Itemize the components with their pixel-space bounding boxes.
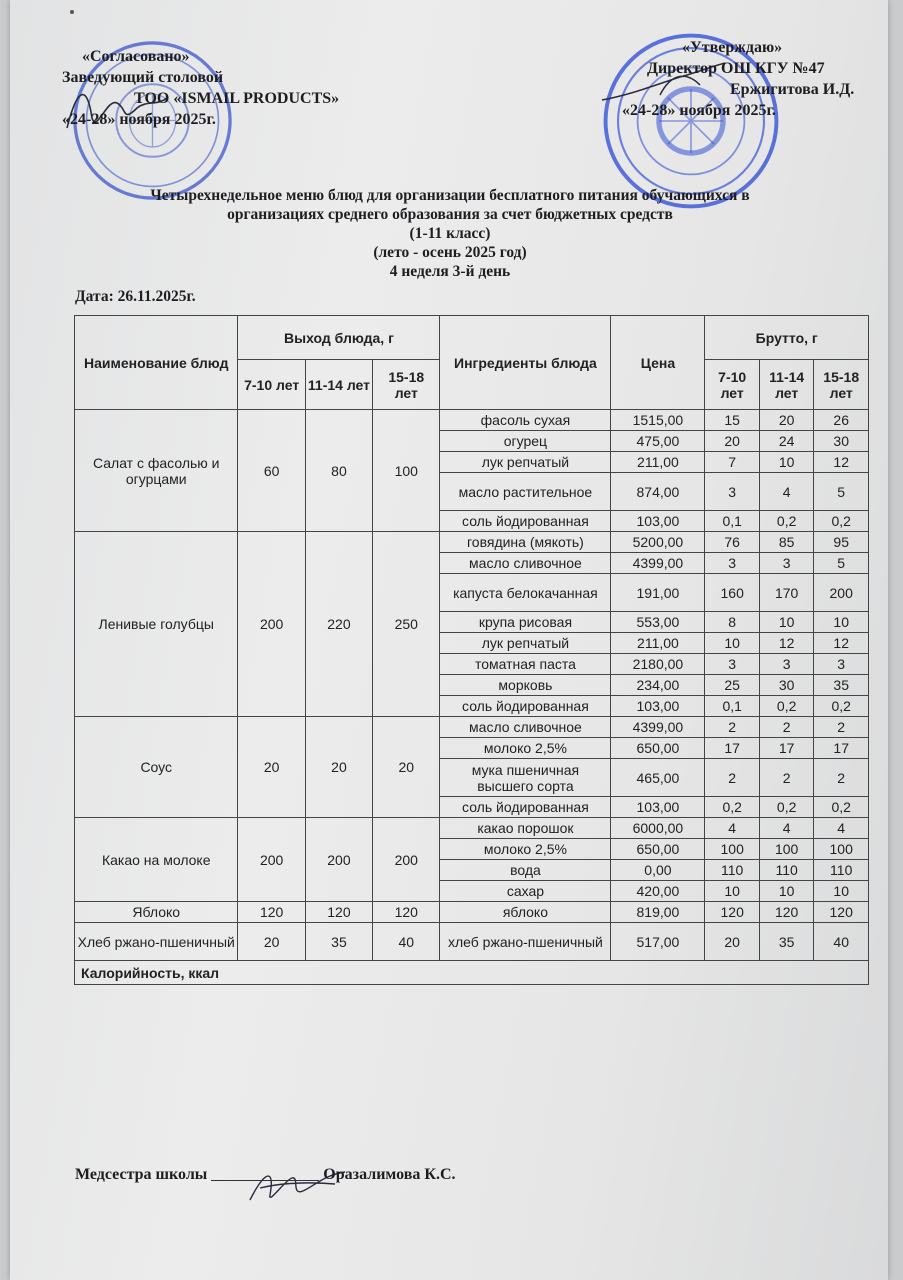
ingredient-name: хлеб ржано-пшеничный xyxy=(440,923,611,961)
ingredient-name: масло сливочное xyxy=(440,717,611,738)
brutto-15-18: 4 xyxy=(814,818,869,839)
brutto-7-10: 100 xyxy=(705,839,759,860)
brutto-7-10: 120 xyxy=(705,902,759,923)
document-title xyxy=(70,186,830,281)
confirmation-block xyxy=(622,37,854,121)
dish-name: Соус xyxy=(75,717,238,818)
confirmation-heading: «Утверждаю» xyxy=(682,39,783,56)
brutto-7-10: 3 xyxy=(705,473,759,511)
brutto-11-14: 10 xyxy=(759,881,813,902)
dish-output: 40 xyxy=(373,923,440,961)
brutto-7-10: 15 xyxy=(705,410,759,431)
ingredient-price: 1515,00 xyxy=(611,410,705,431)
brutto-11-14: 120 xyxy=(759,902,813,923)
brutto-15-18: 17 xyxy=(814,738,869,759)
header-age-15-18: 15-18 лет xyxy=(373,360,440,410)
brutto-7-10: 10 xyxy=(705,881,759,902)
ingredient-price: 103,00 xyxy=(611,511,705,532)
document-page xyxy=(10,0,888,1280)
title-line: (лето - осень 2025 год) xyxy=(373,244,527,261)
ingredient-name: молоко 2,5% xyxy=(440,839,611,860)
dish-output: 200 xyxy=(238,818,305,902)
approval-date: «24-28» ноября 2025г. xyxy=(62,111,216,128)
title-line: 4 неделя 3-й день xyxy=(389,263,511,280)
ingredient-name: капуста белокачанная xyxy=(440,574,611,612)
ingredient-name: масло растительное xyxy=(440,473,611,511)
ingredient-price: 874,00 xyxy=(611,473,705,511)
ingredient-price: 420,00 xyxy=(611,881,705,902)
header-price: Цена xyxy=(611,316,705,410)
brutto-11-14: 4 xyxy=(759,818,813,839)
brutto-15-18: 120 xyxy=(814,902,869,923)
dish-name: Салат с фасолью и огурцами xyxy=(75,410,238,532)
dish-name: Яблоко xyxy=(75,902,238,923)
dish-name: Ленивые голубцы xyxy=(75,532,238,717)
ingredient-price: 191,00 xyxy=(611,574,705,612)
ingredient-name: сахар xyxy=(440,881,611,902)
header-output: Выход блюда, г xyxy=(238,316,440,360)
ingredient-price: 211,00 xyxy=(611,452,705,473)
brutto-15-18: 3 xyxy=(814,654,869,675)
table-row xyxy=(75,717,869,738)
ingredient-name: молоко 2,5% xyxy=(440,738,611,759)
brutto-7-10: 25 xyxy=(705,675,759,696)
brutto-15-18: 0,2 xyxy=(814,797,869,818)
approval-position: Заведующий столовой xyxy=(62,69,224,86)
dish-output: 220 xyxy=(305,532,372,717)
brutto-11-14: 20 xyxy=(759,410,813,431)
dish-output: 20 xyxy=(305,717,372,818)
dish-output: 80 xyxy=(305,410,372,532)
ingredient-price: 103,00 xyxy=(611,696,705,717)
title-line: организациях среднего образования за счет бюджетных средств xyxy=(227,206,673,223)
brutto-15-18: 2 xyxy=(814,759,869,797)
title-line: Четырехнедельное меню блюд для организации бесплатного питания обучающихся в xyxy=(150,187,750,204)
brutto-15-18: 12 xyxy=(814,452,869,473)
ingredient-price: 465,00 xyxy=(611,759,705,797)
brutto-11-14: 2 xyxy=(759,717,813,738)
dish-output: 60 xyxy=(238,410,305,532)
dish-output: 20 xyxy=(238,717,305,818)
brutto-11-14: 0,2 xyxy=(759,696,813,717)
ingredient-name: фасоль сухая xyxy=(440,410,611,431)
ingredient-name: мука пшеничная высшего сорта xyxy=(440,759,611,797)
ingredient-name: морковь xyxy=(440,675,611,696)
nurse-label: Медсестра школы xyxy=(75,1166,208,1183)
ingredient-name: яблоко xyxy=(440,902,611,923)
header-age-11-14: 11-14 лет xyxy=(759,360,813,410)
table-row xyxy=(75,532,869,553)
dish-output: 200 xyxy=(373,818,440,902)
confirmation-date: «24-28» ноября 2025г. xyxy=(622,102,776,119)
brutto-15-18: 30 xyxy=(814,431,869,452)
ingredient-name: лук репчатый xyxy=(440,633,611,654)
dish-output: 120 xyxy=(238,902,305,923)
title-line: (1-11 класс) xyxy=(409,225,491,242)
approval-block xyxy=(62,46,339,130)
brutto-7-10: 160 xyxy=(705,574,759,612)
dish-output: 200 xyxy=(305,818,372,902)
ingredient-price: 234,00 xyxy=(611,675,705,696)
ingredient-price: 650,00 xyxy=(611,738,705,759)
ingredient-price: 4399,00 xyxy=(611,553,705,574)
ingredient-name: лук репчатый xyxy=(440,452,611,473)
brutto-7-10: 7 xyxy=(705,452,759,473)
brutto-11-14: 85 xyxy=(759,532,813,553)
ingredient-name: соль йодированная xyxy=(440,511,611,532)
ingredient-name: соль йодированная xyxy=(440,696,611,717)
brutto-11-14: 4 xyxy=(759,473,813,511)
ingredient-name: огурец xyxy=(440,431,611,452)
header-age-15-18: 15-18 лет xyxy=(814,360,869,410)
brutto-11-14: 2 xyxy=(759,759,813,797)
ingredient-price: 4399,00 xyxy=(611,717,705,738)
header-age-7-10: 7-10 лет xyxy=(705,360,759,410)
brutto-15-18: 2 xyxy=(814,717,869,738)
ingredient-price: 5200,00 xyxy=(611,532,705,553)
dish-name: Какао на молоке xyxy=(75,818,238,902)
ingredient-price: 0,00 xyxy=(611,860,705,881)
brutto-7-10: 76 xyxy=(705,532,759,553)
brutto-11-14: 10 xyxy=(759,452,813,473)
ingredient-name: соль йодированная xyxy=(440,797,611,818)
brutto-15-18: 10 xyxy=(814,881,869,902)
menu-date: Дата: 26.11.2025г. xyxy=(75,288,196,305)
brutto-7-10: 2 xyxy=(705,717,759,738)
approval-company: ТОО «ISMAIL PRODUCTS» xyxy=(134,90,340,107)
signature-underline xyxy=(211,1180,319,1181)
confirmation-name: Ержигитова И.Д. xyxy=(730,81,855,98)
header-ingredients: Ингредиенты блюда xyxy=(440,316,611,410)
header-dish: Наименование блюд xyxy=(75,316,238,410)
brutto-15-18: 5 xyxy=(814,553,869,574)
menu-table xyxy=(74,315,869,985)
dish-output: 20 xyxy=(373,717,440,818)
table-row xyxy=(75,818,869,839)
brutto-15-18: 95 xyxy=(814,532,869,553)
brutto-7-10: 17 xyxy=(705,738,759,759)
brutto-15-18: 110 xyxy=(814,860,869,881)
brutto-7-10: 20 xyxy=(705,431,759,452)
brutto-15-18: 100 xyxy=(814,839,869,860)
brutto-7-10: 20 xyxy=(705,923,759,961)
ingredient-price: 650,00 xyxy=(611,839,705,860)
hole-mark xyxy=(70,10,74,14)
header-age-7-10: 7-10 лет xyxy=(238,360,305,410)
calories-row xyxy=(75,961,869,985)
brutto-15-18: 35 xyxy=(814,675,869,696)
brutto-11-14: 170 xyxy=(759,574,813,612)
dish-output: 200 xyxy=(238,532,305,717)
brutto-15-18: 26 xyxy=(814,410,869,431)
brutto-7-10: 8 xyxy=(705,612,759,633)
ingredient-name: масло сливочное xyxy=(440,553,611,574)
brutto-11-14: 30 xyxy=(759,675,813,696)
ingredient-name: томатная паста xyxy=(440,654,611,675)
ingredient-name: говядина (мякоть) xyxy=(440,532,611,553)
nurse-signature-line xyxy=(75,1166,456,1184)
brutto-15-18: 5 xyxy=(814,473,869,511)
brutto-7-10: 3 xyxy=(705,654,759,675)
brutto-15-18: 0,2 xyxy=(814,696,869,717)
dish-output: 35 xyxy=(305,923,372,961)
dish-output: 250 xyxy=(373,532,440,717)
brutto-11-14: 3 xyxy=(759,553,813,574)
ingredient-name: крупа рисовая xyxy=(440,612,611,633)
dish-name: Хлеб ржано-пшеничный xyxy=(75,923,238,961)
ingredient-price: 6000,00 xyxy=(611,818,705,839)
ingredient-name: вода xyxy=(440,860,611,881)
brutto-7-10: 2 xyxy=(705,759,759,797)
ingredient-price: 103,00 xyxy=(611,797,705,818)
ingredient-price: 819,00 xyxy=(611,902,705,923)
ingredient-price: 517,00 xyxy=(611,923,705,961)
calories-label: Калорийность, ккал xyxy=(75,961,869,985)
ingredient-price: 553,00 xyxy=(611,612,705,633)
menu-body xyxy=(75,410,869,985)
ingredient-price: 475,00 xyxy=(611,431,705,452)
confirmation-position: Директор ОШ КГУ №47 xyxy=(647,60,825,77)
brutto-7-10: 0,2 xyxy=(705,797,759,818)
brutto-15-18: 10 xyxy=(814,612,869,633)
brutto-15-18: 0,2 xyxy=(814,511,869,532)
table-row xyxy=(75,410,869,431)
brutto-11-14: 24 xyxy=(759,431,813,452)
brutto-11-14: 12 xyxy=(759,633,813,654)
approval-heading: «Согласовано» xyxy=(82,48,190,65)
table-row xyxy=(75,923,869,961)
brutto-7-10: 0,1 xyxy=(705,511,759,532)
dish-output: 20 xyxy=(238,923,305,961)
brutto-7-10: 3 xyxy=(705,553,759,574)
brutto-11-14: 3 xyxy=(759,654,813,675)
brutto-15-18: 12 xyxy=(814,633,869,654)
dish-output: 100 xyxy=(373,410,440,532)
brutto-7-10: 110 xyxy=(705,860,759,881)
ingredient-price: 211,00 xyxy=(611,633,705,654)
brutto-7-10: 10 xyxy=(705,633,759,654)
brutto-11-14: 17 xyxy=(759,738,813,759)
brutto-15-18: 200 xyxy=(814,574,869,612)
brutto-11-14: 0,2 xyxy=(759,797,813,818)
header-age-11-14: 11-14 лет xyxy=(305,360,372,410)
nurse-name: Оразалимова К.С. xyxy=(323,1166,456,1183)
brutto-11-14: 100 xyxy=(759,839,813,860)
ingredient-name: какао порошок xyxy=(440,818,611,839)
brutto-7-10: 0,1 xyxy=(705,696,759,717)
brutto-15-18: 40 xyxy=(814,923,869,961)
brutto-11-14: 35 xyxy=(759,923,813,961)
dish-output: 120 xyxy=(373,902,440,923)
brutto-11-14: 110 xyxy=(759,860,813,881)
table-row xyxy=(75,902,869,923)
brutto-7-10: 4 xyxy=(705,818,759,839)
header-brutto: Брутто, г xyxy=(705,316,869,360)
brutto-11-14: 0,2 xyxy=(759,511,813,532)
ingredient-price: 2180,00 xyxy=(611,654,705,675)
dish-output: 120 xyxy=(305,902,372,923)
brutto-11-14: 10 xyxy=(759,612,813,633)
